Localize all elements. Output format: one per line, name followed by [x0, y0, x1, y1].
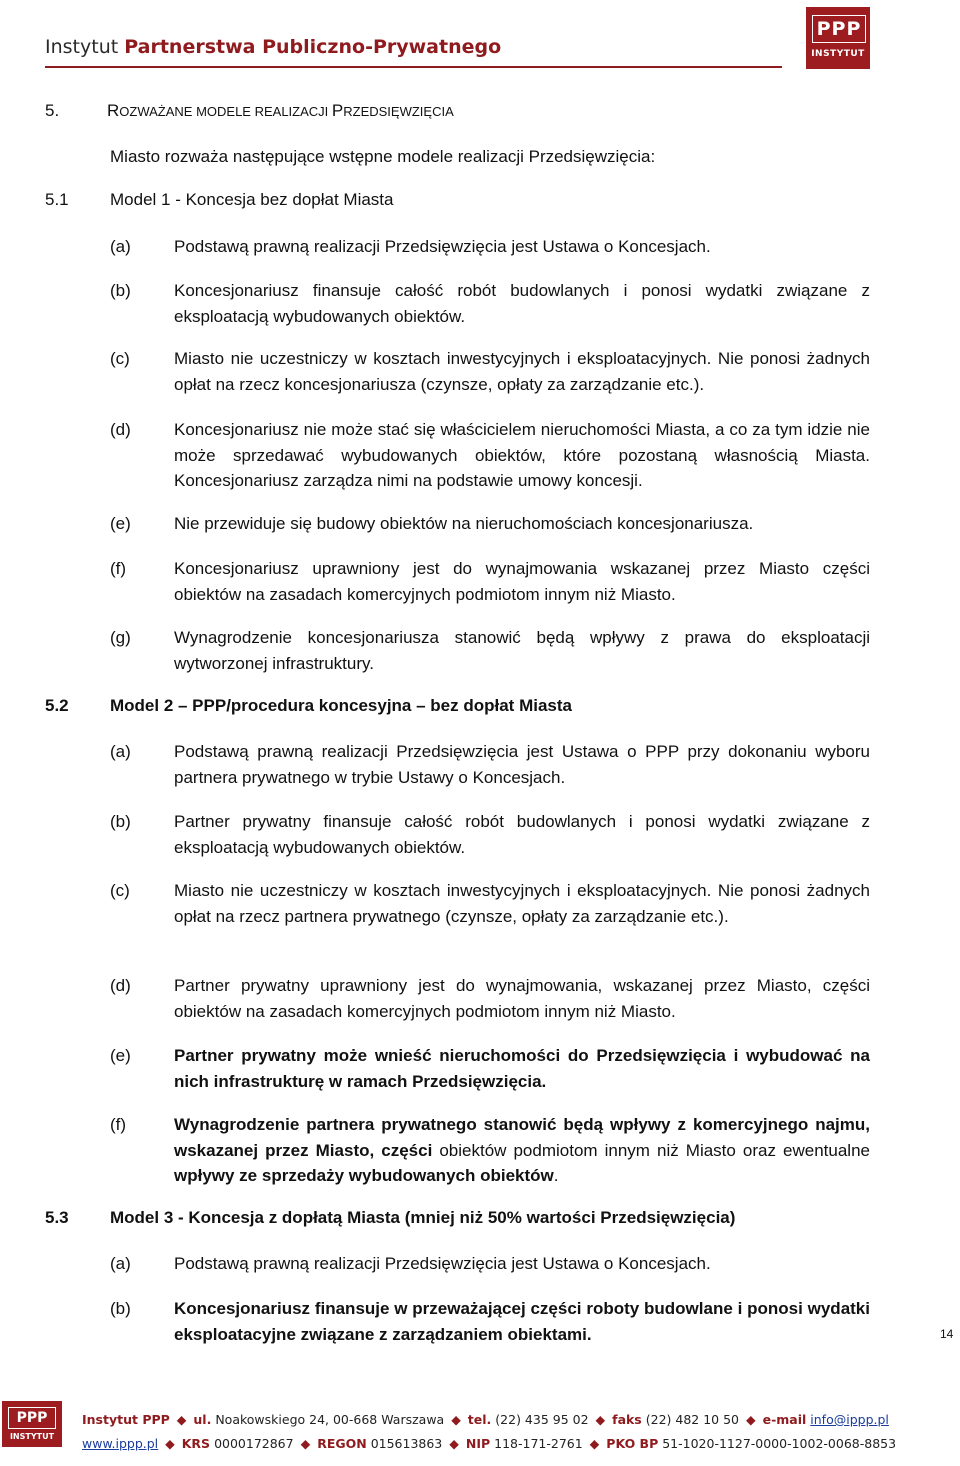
model1-heading: 5.1 Model 1 - Koncesja bez dopłat Miasta [45, 190, 394, 209]
diamond-separator-icon: ◆ [300, 1436, 311, 1451]
model2-item-c: (c) Miasto nie uczestniczy w kosztach inwestycyjnych i eksploatacyjnych. Nie ponosi żadnych opłat na rzecz partnera prywatnego (czynsze, opłaty za zarządzanie etc.). [110, 881, 870, 926]
model3-item-a: (a) Podstawą prawną realizacji Przedsięwzięcia jest Ustawa o Koncesjach. [110, 1254, 711, 1273]
logo-institute-text: INSTYTUT [811, 49, 865, 59]
model2-item-e: (e) Partner prywatny może wnieść nieruchomości do Przedsięwzięcia i wybudować na nich infrastrukturę w ramach Przedsięwzięcia. [110, 1046, 870, 1091]
footer-ppp-logo: PPP INSTYTUT [2, 1401, 62, 1447]
diamond-separator-icon: ◆ [745, 1412, 756, 1427]
model1-item-g: (g) Wynagrodzenie koncesjonariusza stanowić będą wpływy z prawa do eksploatacji wytworzonej infrastruktury. [110, 628, 870, 673]
section-heading: 5. ROZWAŻANE MODELE REALIZACJI PRZEDSIĘWZIĘCIA [45, 101, 454, 120]
diamond-separator-icon: ◆ [589, 1436, 600, 1451]
page-number: 14 [940, 1327, 954, 1341]
ppp-logo [806, 7, 870, 69]
section-number: 5. [45, 101, 60, 120]
model3-heading: 5.3 Model 3 - Koncesja z dopłatą Miasta (mniej niż 50% wartości Przedsięwzięcia) [45, 1208, 736, 1227]
model2-item-f: (f) Wynagrodzenie partnera prywatnego stanowić będą wpływy z komercyjnego najmu, wskazanej przez Miasto, części obiektów podmiotom innym niż Miasto oraz ewentualne wpływy ze sprzedaży wybudowanych obiektów. [110, 1115, 870, 1185]
footer-contact-line: Instytut PPP ◆ ul. Noakowskiego 24, 00-668 Warszawa ◆ tel. (22) 435 95 02 ◆ faks (22) 482 10 50 ◆ e-mail info@ippp.pl [82, 1412, 889, 1427]
page-header [0, 0, 960, 80]
header-title: Instytut Partnerstwa Publiczno-Prywatnego [45, 36, 502, 58]
model1-item-a: (a) Podstawą prawną realizacji Przedsięwzięcia jest Ustawa o Koncesjach. [110, 237, 711, 256]
model2-item-b: (b) Partner prywatny finansuje całość robót budowlanych i ponosi wydatki związane z eksploatacją wybudowanych obiektów. [110, 812, 870, 857]
header-divider [45, 66, 782, 68]
diamond-separator-icon: ◆ [595, 1412, 606, 1427]
logo-ppp-text: PPP [812, 15, 866, 43]
footer-registry-line: www.ippp.pl ◆ KRS 0000172867 ◆ REGON 015613863 ◆ NIP 118-171-2761 ◆ PKO BP 51-1020-1127-0000-1002-0068-8853 [82, 1436, 897, 1451]
footer-email-link[interactable]: info@ippp.pl [810, 1412, 889, 1427]
model2-item-d: (d) Partner prywatny uprawniony jest do wynajmowania, wskazanej przez Miasto, części obiektów na zasadach komercyjnych podmiotom innym niż Miasto. [110, 976, 870, 1021]
diamond-separator-icon: ◆ [176, 1412, 187, 1427]
model1-item-c: (c) Miasto nie uczestniczy w kosztach inwestycyjnych i eksploatacyjnych. Nie ponosi żadnych opłat na rzecz koncesjonariusza (czynsze, opłaty za zarządzanie etc.). [110, 349, 870, 394]
diamond-separator-icon: ◆ [451, 1412, 461, 1427]
model3-item-b: (b) Koncesjonariusz finansuje w przeważającej części roboty budowlane i ponosi wydatki eksploatacyjne związane z zarządzaniem obiektami. [110, 1299, 870, 1344]
model2-heading: 5.2 Model 2 – PPP/procedura koncesyjna – bez dopłat Miasta [45, 696, 572, 715]
diamond-separator-icon: ◆ [165, 1436, 175, 1451]
model1-item-b: (b) Koncesjonariusz finansuje całość robót budowlanych i ponosi wydatki związane z eksploatacją wybudowanych obiektów. [110, 281, 870, 326]
model1-item-e: (e) Nie przewiduje się budowy obiektów na nieruchomościach koncesjonariusza. [110, 514, 754, 533]
model1-item-d: (d) Koncesjonariusz nie może stać się właścicielem nieruchomości Miasta, a co za tym idzie nie może sprzedawać wybudowanych obiektów, które pozostaną własnością Miasta. Koncesjonariusz zarządza nimi na podstawie umowy koncesji. [110, 420, 870, 490]
header-title-accent: Partnerstwa Publiczno-Prywatnego [124, 36, 502, 58]
model1-item-f: (f) Koncesjonariusz uprawniony jest do wynajmowania wskazanej przez Miasto części obiektów na zasadach komercyjnych podmiotom innym niż Miasto. [110, 559, 870, 604]
diamond-separator-icon: ◆ [449, 1436, 459, 1451]
section-intro: Miasto rozważa następujące wstępne modele realizacji Przedsięwzięcia: [110, 147, 656, 166]
model2-item-a: (a) Podstawą prawną realizacji Przedsięwzięcia jest Ustawa o PPP przy dokonaniu wyboru partnera prywatnego w trybie Ustawy o Koncesjach. [110, 742, 870, 787]
footer-website-link[interactable]: www.ippp.pl [82, 1436, 159, 1451]
